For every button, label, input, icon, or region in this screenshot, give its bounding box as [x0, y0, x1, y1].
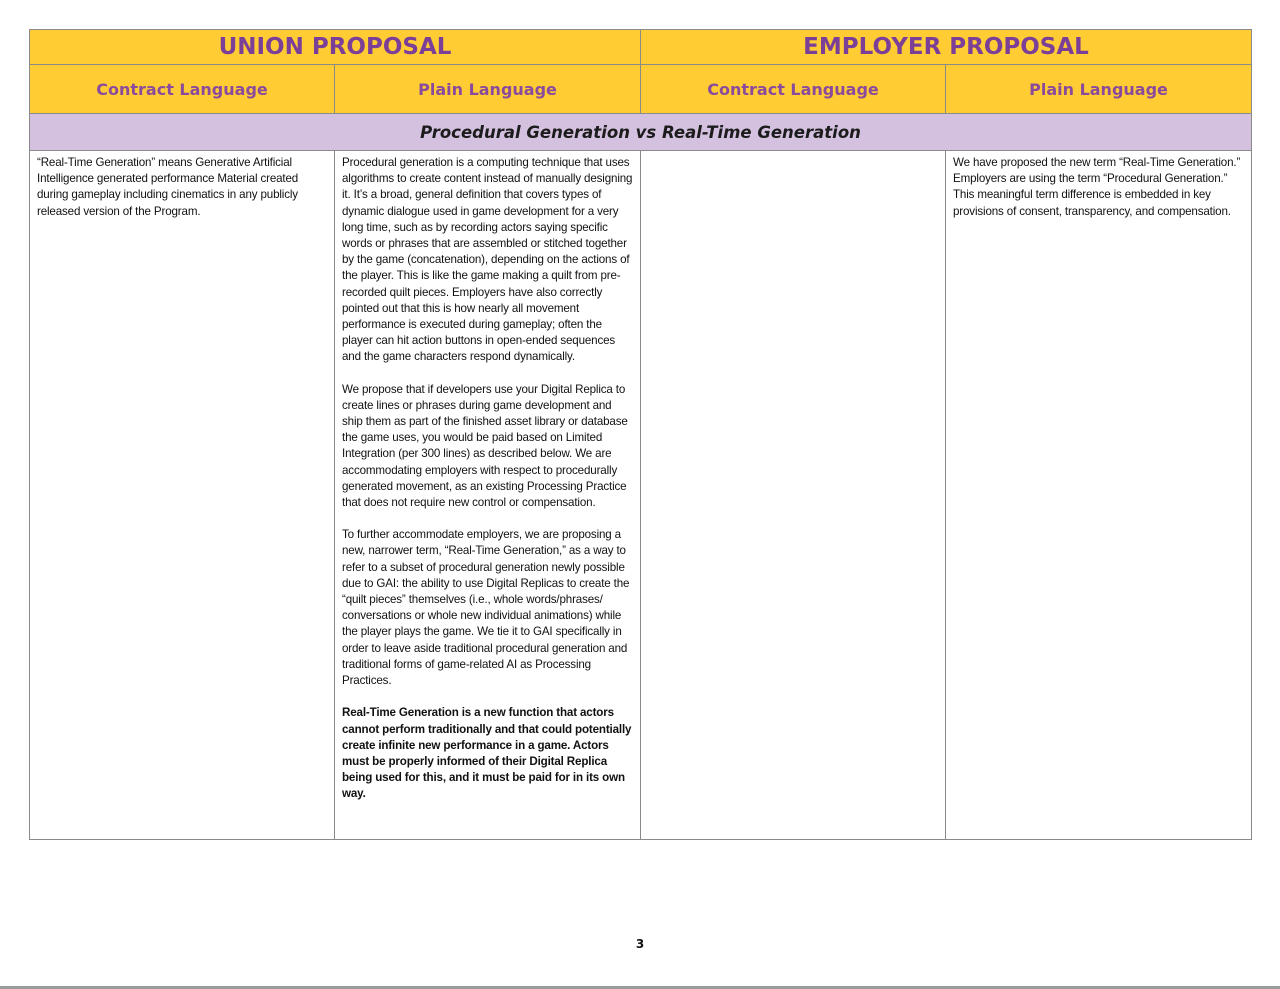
union-contract-language-cell	[30, 151, 335, 840]
union-plain-language-cell	[335, 151, 641, 840]
proposal-header-row	[30, 30, 1252, 65]
section-title-row	[30, 114, 1252, 151]
section-title: Procedural Generation vs Real-Time Generation	[30, 114, 1252, 151]
employer-plain-text: We have proposed the new term “Real-Time Generation.” Employers are using the term “Procedural Generation.” This meaningful term difference is embedded in key provisions of consent, transparency, and compensation.	[953, 156, 1241, 218]
union-contract-language-header: Contract Language	[30, 65, 335, 114]
union-plain-paragraph: We propose that if developers use your Digital Replica to create lines or phrases during game development and ship them as part of the finished asset library or database the game uses, you would be paid based on Limited Integration (per 300 lines) as described below. We are accommodating employers with respect to procedurally generated movement, as an existing Processing Practice that does not require new control or compensation.	[342, 382, 628, 510]
proposal-comparison-table	[29, 29, 1252, 840]
employer-plain-language-header: Plain Language	[946, 65, 1252, 114]
union-plain-paragraph: Procedural generation is a computing technique that uses algorithms to create content instead of manually designing it. It’s a broad, general definition that covers types of dynamic dialogue used in game development for a very long time, such as by recording actors saying specific words or phrases that are assembled or stitched together by the game (concatenation), depending on the actions of the player. This is like the game making a quilt from pre-recorded quilt pieces. Employers have also correctly pointed out that this is how nearly all movement performance is executed during gameplay; often the player can hit action buttons in open-ended sequences and the game characters respond dynamically.	[342, 156, 633, 364]
union-plain-bold-paragraph: Real-Time Generation is a new function that actors cannot perform traditionally and that could potentially create infinite new performance in a game. Actors must be properly informed of their Digital Replica being used for this, and it must be paid for in its own way.	[342, 706, 632, 801]
union-plain-paragraph: To further accommodate employers, we are proposing a new, narrower term, “Real-Time Generation,” as a way to refer to a subset of procedural generation newly possible due to GAI: the ability to use Digital Replicas to create the “quilt pieces” themselves (i.e., whole words/phrases/ conversations or whole new individual animations) while the player plays the game. We tie it to GAI specifically in order to leave aside traditional procedural generation and traditional forms of game-related AI as Processing Practices.	[342, 528, 630, 688]
union-plain-language-header: Plain Language	[335, 65, 641, 114]
page-number: 3	[635, 937, 645, 951]
union-contract-text: “Real-Time Generation” means Generative Artificial Intelligence generated performance Material created during gameplay including cinematics in any publicly released version of the Program.	[37, 156, 299, 218]
union-proposal-header: UNION PROPOSAL	[30, 30, 641, 65]
employer-proposal-header: EMPLOYER PROPOSAL	[641, 30, 1252, 65]
content-row	[30, 151, 1252, 840]
language-header-row	[30, 65, 1252, 114]
employer-contract-language-cell	[641, 151, 946, 840]
employer-plain-language-cell	[946, 151, 1252, 840]
employer-contract-language-header: Contract Language	[641, 65, 946, 114]
